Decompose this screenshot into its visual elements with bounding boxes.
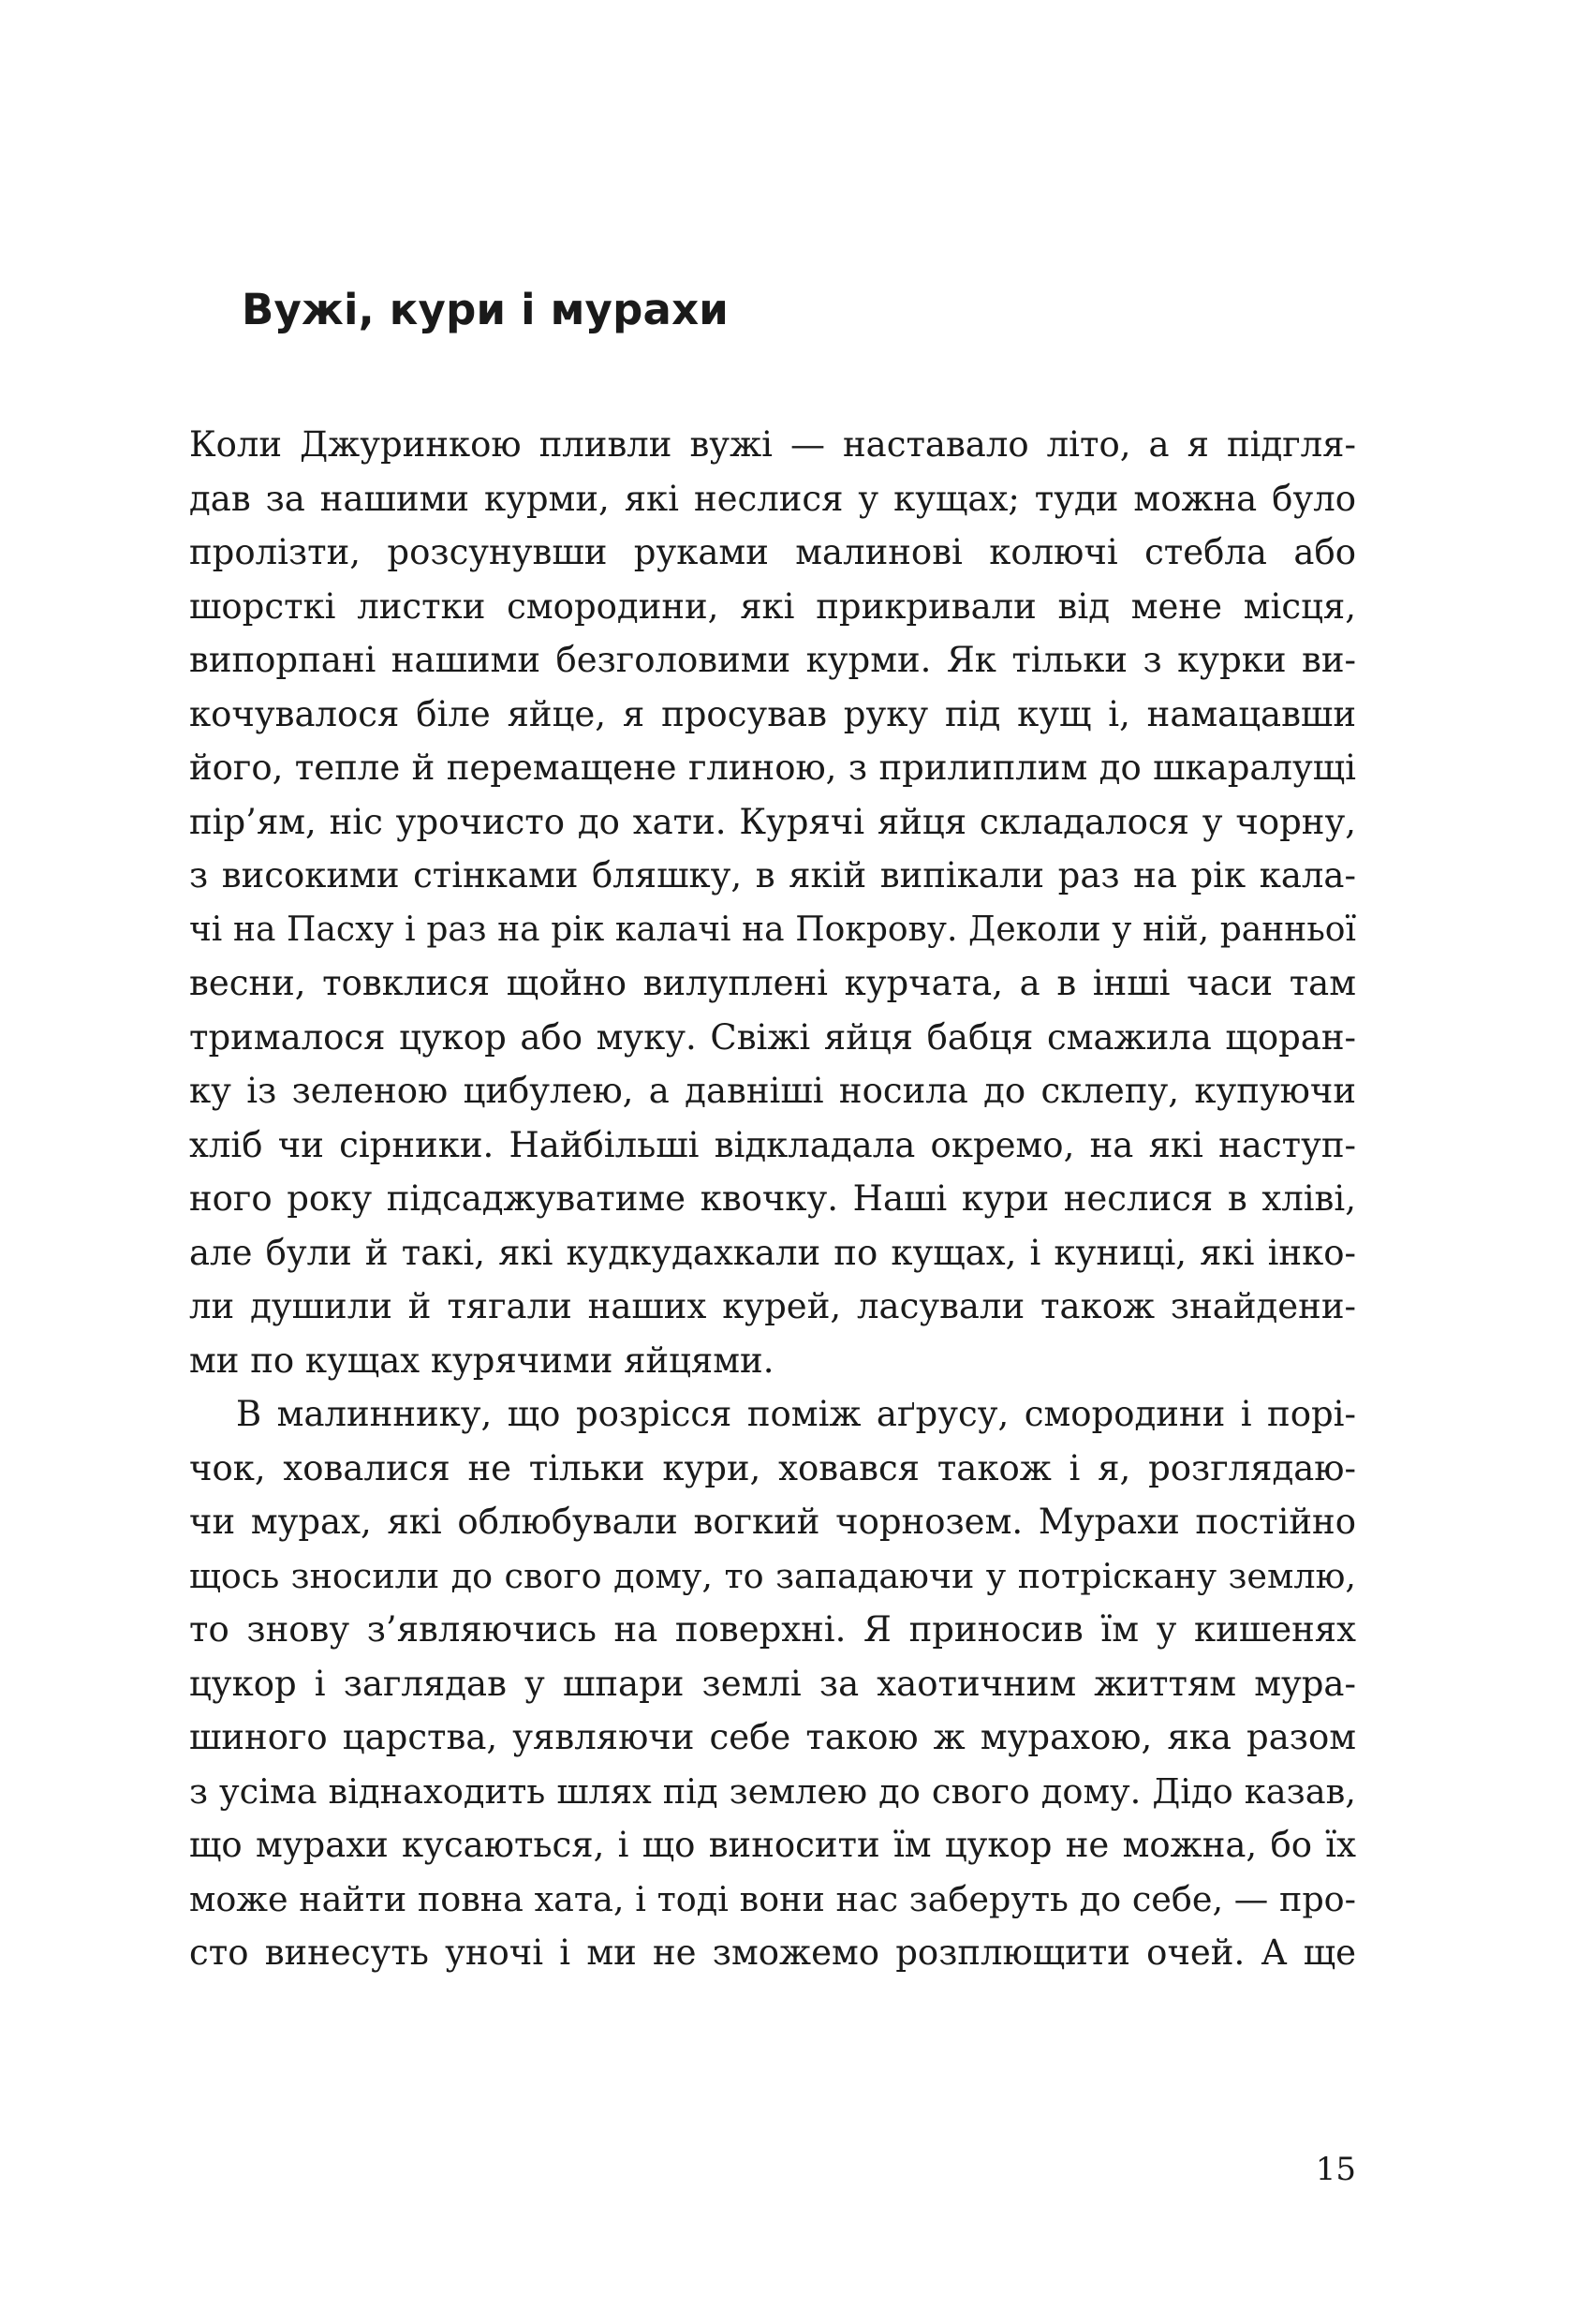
text-line: чи мурах, які облюбували вогкий чорнозем. Мурахи постійно (189, 1502, 1356, 1542)
text-line: ми по кущах курячими яйцями. (189, 1340, 774, 1381)
text-line: але були й такі, які кудкудахкали по кущах, і куниці, які інко- (189, 1232, 1356, 1273)
text-line: Коли Джуринкою пливли вужі — наставало літо, а я підгля- (189, 424, 1356, 465)
text-line: В малиннику, що розрісся поміж аґрусу, смородини і порі- (236, 1394, 1356, 1434)
text-line: шиного царства, уявляючи себе такою ж мурахою, яка разом (189, 1717, 1356, 1757)
text-line: весни, товклися щойно вилуплені курчата, а в інші часи там (189, 963, 1356, 1003)
text-line: ного року підсаджуватиме квочку. Наші кури неслися в хліві, (189, 1178, 1356, 1219)
text-line: його, тепле й перемащене глиною, з прилиплим до шкаралущі (189, 748, 1356, 788)
text-line: хліб чи сірники. Найбільші відкладала окремо, на які наступ- (189, 1124, 1356, 1165)
text-line: щось зносили до свого дому, то западаючи у потріскану землю, (189, 1555, 1356, 1596)
text-line: цукор і заглядав у шпари землі за хаотичним життям мура- (189, 1663, 1356, 1704)
text-line: з високими стінками бляшку, в якій випікали раз на рік кала- (189, 855, 1356, 896)
text-line: чі на Пасху і раз на рік калачі на Покрову. Деколи у ній, ранньої (189, 910, 1356, 949)
text-line: пролізти, розсунувши руками малинові колючі стебла або (189, 532, 1356, 572)
paragraph-1 (189, 418, 1356, 1387)
text-line: з усіма віднаходить шлях під землею до свого дому. Дідо казав, (189, 1770, 1356, 1812)
text-line: дав за нашими курми, які неслися у кущах; туди можна було (189, 478, 1356, 519)
text-line: сто винесуть уночі і ми не зможемо розплющити очей. А ще (189, 1932, 1356, 1973)
text-line: шорсткі листки смородини, які прикривали від мене місця, (189, 585, 1356, 627)
text-line: то знову з’являючись на поверхні. Я приносив їм у кишенях (189, 1609, 1356, 1650)
text-line: випорпані нашими безголовими курми. Як тільки з курки ви- (189, 640, 1356, 680)
text-line: трималося цукор або муку. Свіжі яйця бабця смажила щоран- (189, 1016, 1356, 1058)
chapter-title: Вужі, кури і мурахи (242, 285, 730, 334)
text-line: ку із зеленою цибулею, а давніші носила до склепу, купуючи (189, 1071, 1356, 1111)
text-line: що мурахи кусаються, і що виносити їм цукор не можна, бо їх (189, 1825, 1356, 1865)
text-line: може найти повна хата, і тоді вони нас заберуть до себе, — про- (189, 1878, 1356, 1919)
paragraph-2 (189, 1387, 1356, 1980)
text-line: ли душили й тягали наших курей, ласували також знайдени- (189, 1286, 1356, 1326)
page-number: 15 (1315, 2151, 1356, 2188)
text-line: чок, ховалися не тільки кури, ховався також і я, розглядаю- (189, 1447, 1356, 1488)
body-text (189, 418, 1356, 1980)
text-line: пір’ям, ніс урочисто до хати. Курячі яйця складалося у чорну, (189, 801, 1356, 842)
text-line: кочувалося біле яйце, я просував руку під кущ і, намацавши (189, 693, 1356, 734)
